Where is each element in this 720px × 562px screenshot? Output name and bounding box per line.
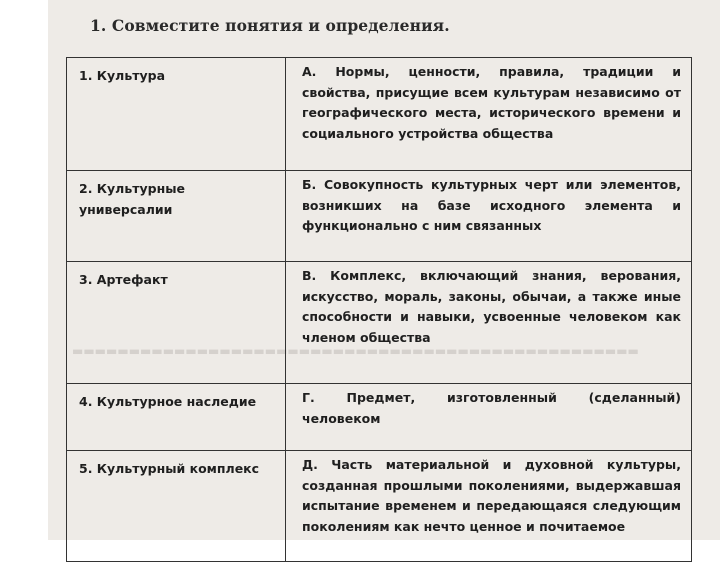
concept-cell: 3. Артефакт — [67, 262, 286, 384]
concept-cell: 4. Культурное наследие — [67, 384, 286, 451]
table-row — [67, 384, 692, 451]
table-row — [67, 451, 692, 562]
matching-table — [66, 57, 692, 562]
definition-cell: Г. Предмет, изготовленный (сделанный) человеком — [286, 384, 692, 451]
table-row — [67, 171, 692, 262]
definition-cell: А. Нормы, ценности, правила, традиции и свойства, присущие всем культурам независимо от географического места, исторического времени и социального устройства общества — [286, 58, 692, 171]
definition-cell: Д. Часть материальной и духовной культуры, созданная прошлыми поколениями, выдержавшая испытание временем и передающаяся следующим поколениям как нечто ценное и почитаемое — [286, 451, 692, 562]
concept-cell: 5. Культурный комплекс — [67, 451, 286, 562]
concept-cell: 2. Культурные универсалии — [67, 171, 286, 262]
table-row — [67, 58, 692, 171]
show-through-text: ▬▬▬▬▬▬▬▬▬▬▬▬▬▬▬▬▬▬▬▬▬▬▬▬▬▬▬▬▬▬▬▬▬▬▬▬▬▬▬▬▬▬▬▬▬▬▬▬▬▬ — [72, 344, 639, 358]
definition-cell: В. Комплекс, включающий знания, верования, искусство, мораль, законы, обычаи, а также иные способности и навыки, усвоенные человеком как членом общества — [286, 262, 692, 384]
exercise-title: 1. Совместите понятия и определения. — [90, 16, 450, 35]
concept-cell: 1. Культура — [67, 58, 286, 171]
table-row — [67, 262, 692, 384]
definition-cell: Б. Совокупность культурных черт или элементов, возникших на базе исходного элемента и функционально с ним связанных — [286, 171, 692, 262]
